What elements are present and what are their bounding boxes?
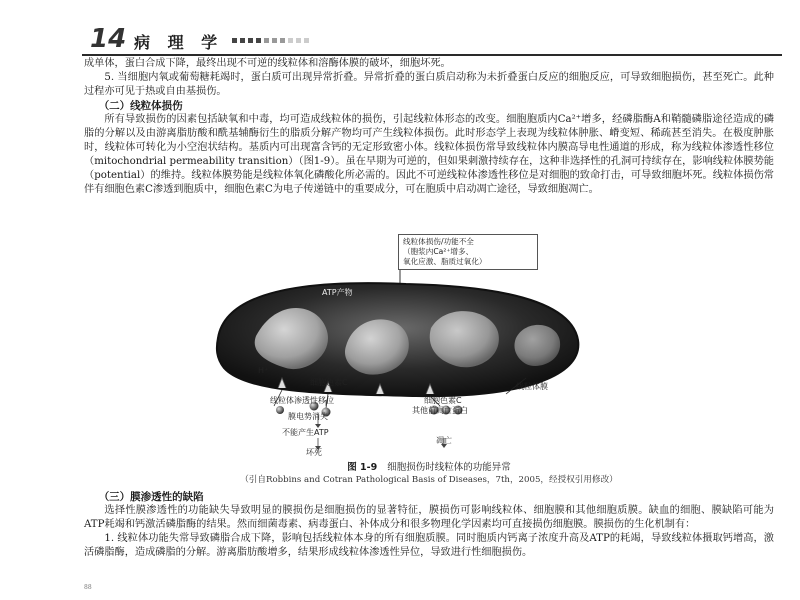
necrosis-label: 坏死	[306, 448, 322, 457]
atp-label: ATP产物	[322, 288, 353, 297]
figure-caption	[84, 462, 774, 474]
paragraph-membrane-2: 1. 线粒体功能失常导致磷脂合成下降，影响包括线粒体本身的所有细胞质膜。同时胞质内钙离子浓度升高及ATP的耗竭，导致线粒体摄取钙增高，激活磷脂酶，造成磷脂的分解。游离脂肪酸增多，结果形成线粒体渗透性异位，导致进行性细胞损伤。	[84, 533, 774, 558]
section-heading-mitochondria: （二）线粒体损伤	[98, 100, 183, 112]
cytochrome-c-right-label: 细胞色素C	[424, 396, 462, 405]
permeability-transition-label: 线粒体渗透性移位	[270, 396, 334, 405]
bottom-text-block	[84, 490, 774, 560]
corner-mark: 88	[84, 584, 92, 591]
figure-title: 细胞损伤时线粒体的功能异常	[387, 462, 511, 473]
paragraph-continuation: 成单体，蛋白合成下降，最终出现不可逆的线粒体和溶酶体膜的破坏，细胞坏死。	[84, 58, 451, 69]
top-text-block	[84, 57, 774, 197]
box-line-3: 氧化应激、脂质过氧化）	[403, 257, 487, 266]
paragraph-item-5: 5. 当细胞内氧或葡萄糖耗竭时，蛋白质可出现异常折叠。异常折叠的蛋白质启动称为未折叠蛋白反应的细胞反应，可导致细胞损伤，甚至死亡。此种过程亦可见于热或自由基损伤。	[84, 72, 774, 97]
box-line-1: 线粒体损伤/功能不全	[403, 237, 474, 246]
page-number: 14	[90, 24, 127, 54]
mitochondria-illustration	[186, 228, 606, 464]
no-atp-label: 不能产生ATP	[282, 428, 329, 437]
page-header	[82, 24, 782, 54]
injury-causes-box	[398, 234, 538, 270]
apoptosis-label: 凋亡	[436, 436, 452, 445]
box-line-2: （胞浆内Ca²⁺增多、	[403, 247, 474, 256]
mito-membrane-label: 线粒体膜	[516, 382, 548, 391]
figure-source: （引自Robbins and Cotran Pathological Basis of Diseases，7th，2005，经授权引用修改）	[240, 475, 618, 485]
section-heading-membrane: （三）膜渗透性的缺陷	[98, 491, 204, 503]
figure-number: 图 1-9	[347, 462, 378, 473]
pro-apoptotic-label: 其他前凋亡蛋白	[412, 406, 468, 415]
paragraph-membrane-1: 选择性膜渗透性的功能缺失导致明显的膜损伤是细胞损伤的显著特征，膜损伤可影响线粒体、细胞膜和其他细胞质膜。缺血的细胞、膜缺陷可能为ATP耗竭和钙激活磷脂酶的结果。然而细菌毒素、病毒蛋白、补体成分和很多物理化学因素均可直接损伤细胞膜。膜损伤的生化机制有：	[84, 505, 774, 530]
figure-1-9	[186, 228, 606, 464]
potential-loss-label: 膜电势消失	[288, 412, 328, 421]
running-title: 病 理 学	[134, 33, 224, 52]
paragraph-mitochondria: 所有导致损伤的因素包括缺氧和中毒，均可造成线粒体的损伤，引起线粒体形态的改变。细胞胞质内Ca²⁺增多，经磷脂酶A和鞘髓磷脂途径造成的磷脂的分解以及由游离脂肪酸和酰基辅酶衍生的脂质分解产物均可产生线粒体损伤。此时形态学上表现为线粒体肿胀、嵴变短、稀疏甚至消失。在极度肿胀时，线粒体可转化为小空泡状结构。基质内可出现富含钙的无定形致密小体。线粒体损伤常导致线粒体内膜高导电性通道的形成，称为线粒体渗透性移位（mitochondrial permeability transition）（图1-9）。虽在早期为可逆的，但如果刺激持续存在，这种非选择性的孔洞可持续存在，影响线粒体膜势能（potential）的维持。线粒体膜势能是线粒体氧化磷酸化所必需的。因此不可逆线粒体渗透性移位是对细胞的致命打击，可导致细胞坏死。线粒体损伤常伴有细胞色素C渗透到胞质中，细胞色素C为电子传递链中的重要成分，可在胞质中启动凋亡途径，导致细胞凋亡。	[84, 114, 774, 195]
cytochrome-c-left-label: 细胞色素C	[310, 378, 348, 387]
h-ion-label: H⁺	[258, 366, 269, 375]
header-decoration	[232, 38, 309, 43]
header-rule	[82, 54, 782, 56]
